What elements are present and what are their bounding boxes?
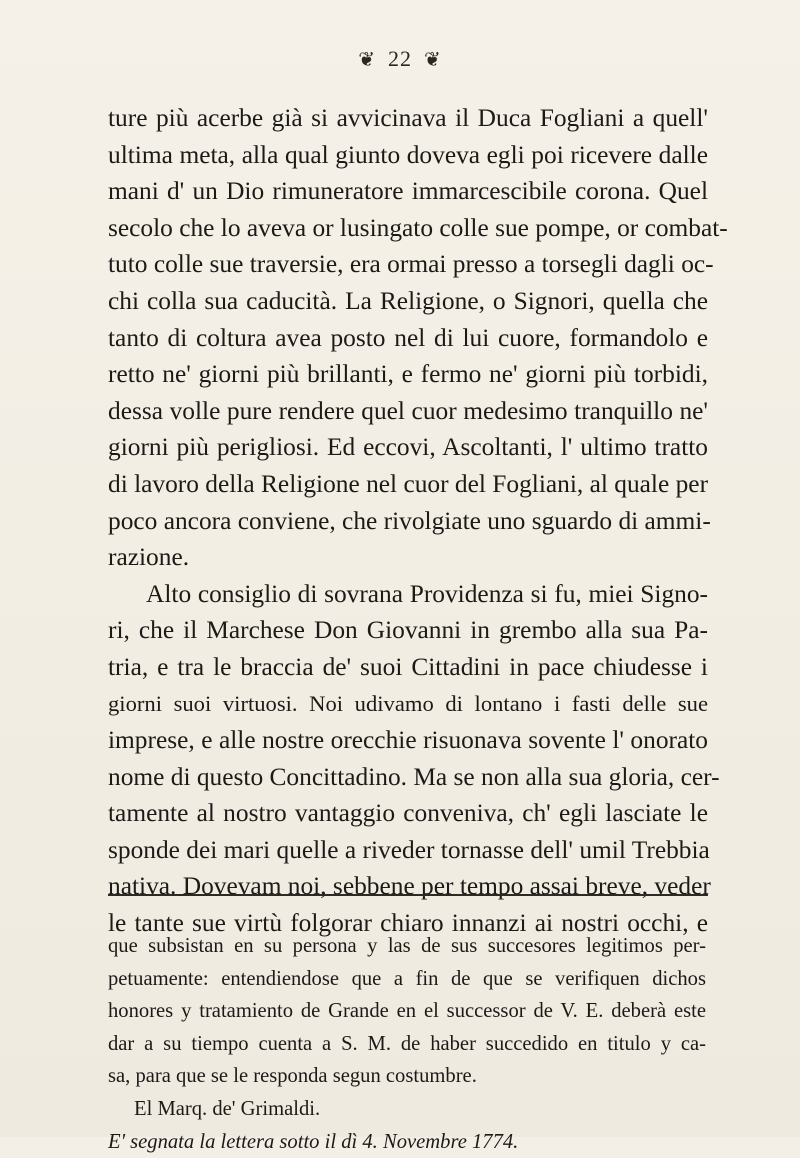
footnote-signature: El Marq. de' Grimaldi.	[134, 1097, 321, 1120]
text-line: le tante sue virtù folgorar chiaro innanzi ai nostri occhi, e	[108, 909, 708, 938]
text-line: tanto di coltura avea posto nel di lui cuore, formandolo e	[108, 323, 708, 352]
footnote-line: petuamente: entendiendose que a fin de que se verifiquen dichos	[108, 967, 706, 990]
ornament-right-icon: ❦	[424, 47, 442, 71]
text-line: ultima meta, alla qual giunto doveva egli poi ricevere dalle	[108, 140, 708, 169]
text-line: razione.	[108, 543, 190, 572]
text-line: giorni più perigliosi. Ed eccovi, Ascoltanti, l' ultimo tratto	[108, 433, 708, 462]
footnote-line: sa, para que se le responda segun costumbre.	[108, 1065, 477, 1088]
body-text	[108, 100, 728, 942]
text-line: tamente al nostro vantaggio conveniva, ch' egli lasciate le	[108, 799, 708, 828]
text-line: secolo che lo aveva or lusingato colle sue pompe, or combat-	[108, 213, 728, 242]
footnote-text	[108, 930, 706, 1158]
page-header	[0, 46, 800, 72]
text-line: ture più acerbe già si avvicinava il Duca Fogliani a quell'	[108, 104, 708, 132]
text-line: Alto consiglio di sovrana Providenza si fu, miei Signo-	[146, 579, 708, 608]
text-line: tuto colle sue traversie, era ormai presso a torsegli dagli oc-	[108, 250, 714, 279]
text-line: imprese, e alle nostre orecchie risuonava sovente l' onorato	[108, 726, 708, 755]
text-line: nome di questo Concittadino. Ma se non alla sua gloria, cer-	[108, 762, 720, 791]
text-line: sponde dei mari quelle a riveder tornasse dell' umil Trebbia	[108, 835, 710, 864]
ornament-left-icon: ❦	[358, 47, 376, 71]
text-line: giorni suoi virtuosi. Noi udivamo di lontano i fasti delle sue	[108, 690, 708, 716]
footnote-line: honores y tratamiento de Grande en el successor de V. E. deberà este	[108, 1000, 706, 1023]
footnote-divider	[108, 894, 708, 896]
text-line: poco ancora conviene, che rivolgiate uno sguardo di ammi-	[108, 506, 711, 535]
page-number: 22	[388, 46, 412, 71]
footnote-line: que subsistan en su persona y las de sus succesores legitimos per-	[108, 935, 706, 957]
text-line: di lavoro della Religione nel cuor del Fogliani, al quale per	[108, 469, 709, 498]
text-line: tria, e tra le braccia de' suoi Cittadini in pace chiudesse i	[108, 652, 708, 681]
text-line: dessa volle pure rendere quel cuor medesimo tranquillo ne'	[108, 396, 708, 425]
text-line: retto ne' giorni più brillanti, e fermo ne' giorni più torbidi,	[108, 360, 708, 389]
text-line: chi colla sua caducità. La Religione, o Signori, quella che	[108, 286, 708, 315]
footnote-date-line: E' segnata la lettera sotto il dì 4. Novembre 1774.	[108, 1130, 519, 1153]
text-line: ri, che il Marchese Don Giovanni in grembo alla sua Pa-	[108, 616, 708, 645]
text-line: nativa. Dovevam noi, sebbene per tempo assai breve, veder	[108, 872, 711, 901]
text-line: mani d' un Dio rimuneratore immarcescibile corona. Quel	[108, 177, 708, 206]
footnote-line: dar a su tiempo cuenta a S. M. de haber succedido en titulo y ca-	[108, 1032, 706, 1055]
